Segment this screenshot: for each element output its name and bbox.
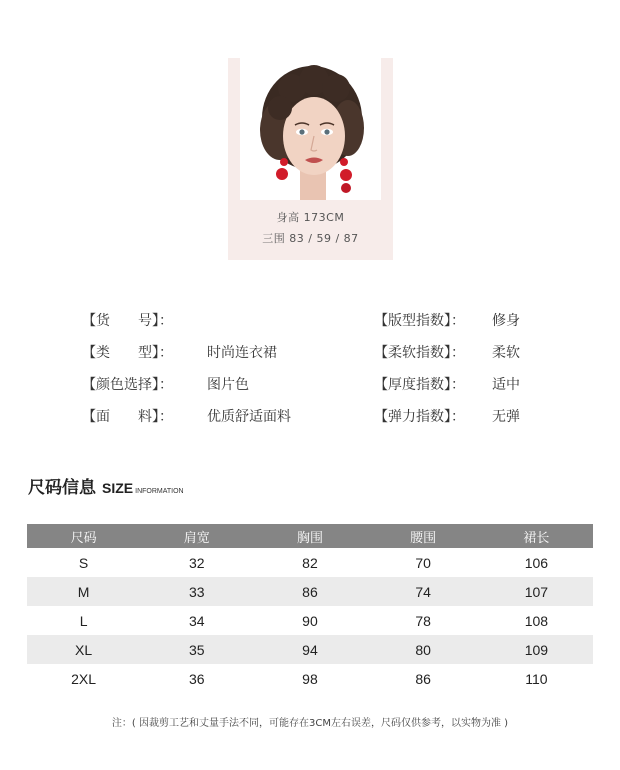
attr-value: 时尚连衣裙: [207, 345, 277, 361]
attr-label: 【面 料】：: [82, 409, 173, 425]
table-row: [27, 577, 593, 606]
model-measurements: 三围 83 / 59 / 87: [262, 232, 359, 245]
attr-fit-index: [374, 310, 520, 330]
attr-label: 【厚度指数】：: [374, 377, 465, 393]
size-note: 注：( 因裁剪工艺和丈量手法不同，可能存在3CM左右误差，尺码仅供参考，以实物为准 ): [111, 718, 509, 729]
model-height: 身高 173CM: [276, 211, 345, 224]
table-row: [27, 635, 593, 664]
attr-label: 【弹力指数】：: [374, 409, 465, 425]
attr-value: 无弹: [492, 409, 520, 425]
header-cell: 肩宽: [140, 524, 253, 548]
header-cell: 尺码: [27, 524, 140, 548]
header-cell: 腰围: [367, 524, 480, 548]
attr-color: [82, 374, 249, 394]
size-section-title: [28, 473, 184, 498]
table-cell: XL: [27, 635, 140, 664]
size-title-en: SIZE: [102, 480, 134, 496]
attr-label: 【颜色选择】：: [82, 377, 173, 393]
attr-value: 修身: [492, 313, 520, 329]
table-cell: 80: [367, 635, 480, 664]
attr-label: 【货 号】：: [82, 313, 173, 329]
table-cell: 106: [524, 554, 549, 571]
attr-value: 柔软: [492, 345, 520, 361]
table-header-row: [27, 524, 593, 548]
table-cell: 110: [525, 670, 548, 687]
table-cell: 107: [480, 577, 593, 606]
table-cell: 34: [188, 612, 205, 629]
table-row: [27, 548, 593, 577]
table-cell: 2XL: [71, 670, 97, 687]
size-title-sub: INFORMATION: [135, 488, 184, 495]
attr-elasticity-index: [374, 406, 520, 426]
attr-value: 图片色: [207, 377, 249, 393]
model-card: [228, 58, 393, 260]
attr-value: 优质舒适面料: [207, 409, 291, 425]
header-cell: 裙长: [480, 524, 593, 548]
table-cell: 109: [480, 635, 593, 664]
attr-softness-index: [374, 342, 520, 362]
table-row: [27, 606, 593, 635]
table-cell: 86: [253, 577, 366, 606]
table-cell: 108: [524, 612, 549, 629]
attr-label: 【柔软指数】：: [374, 345, 465, 361]
table-cell: L: [79, 612, 88, 629]
table-row: [27, 664, 593, 693]
attr-type: [82, 342, 277, 362]
model-portrait-image: [240, 58, 381, 200]
table-cell: 98: [302, 670, 318, 687]
table-cell: M: [27, 577, 140, 606]
size-title-cn: 尺码信息: [28, 478, 96, 498]
attr-label: 【版型指数】：: [374, 313, 465, 329]
table-cell: S: [78, 554, 89, 571]
table-cell: 32: [188, 554, 205, 571]
attr-fabric: [82, 406, 291, 426]
attr-item-number: [82, 310, 207, 330]
model-photo: [240, 58, 381, 200]
table-cell: 70: [415, 554, 431, 571]
table-cell: 36: [188, 670, 205, 687]
attr-value: 适中: [492, 377, 520, 393]
table-cell: 33: [140, 577, 253, 606]
table-cell: 35: [140, 635, 253, 664]
size-table: [27, 524, 593, 693]
attr-label: 【类 型】：: [82, 345, 173, 361]
header-cell: 胸围: [253, 524, 366, 548]
attr-thickness-index: [374, 374, 520, 394]
table-cell: 90: [302, 612, 318, 629]
table-cell: 74: [367, 577, 480, 606]
table-cell: 94: [253, 635, 366, 664]
table-cell: 82: [302, 554, 318, 571]
table-cell: 86: [415, 670, 431, 687]
table-cell: 78: [415, 612, 431, 629]
